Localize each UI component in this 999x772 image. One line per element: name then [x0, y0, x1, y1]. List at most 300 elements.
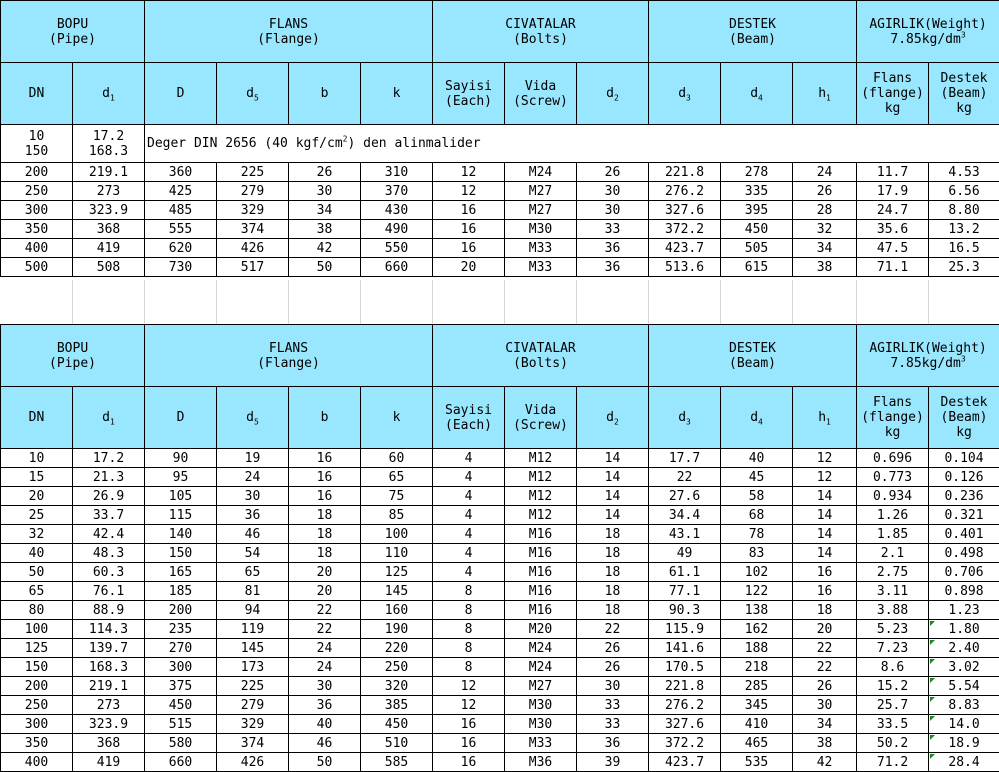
cell-k: 145 [361, 582, 433, 601]
cell-h1: 32 [793, 220, 857, 239]
cell-each: 12 [433, 182, 505, 201]
col-beam-kg: Destek (Beam) kg [929, 387, 999, 449]
cell-beam-kg: 1.23 [929, 601, 999, 620]
cell-d2: 39 [577, 753, 649, 772]
cell-d2: 26 [577, 639, 649, 658]
cell-each: 4 [433, 506, 505, 525]
cell-d2: 14 [577, 449, 649, 468]
cell-d2: 36 [577, 734, 649, 753]
table-row [1, 563, 999, 582]
cell-dn: 300 [1, 201, 73, 220]
cell-b: 16 [289, 487, 361, 506]
cell-d3: 170.5 [649, 658, 721, 677]
table-row [1, 220, 999, 239]
cell-dn: 32 [1, 525, 73, 544]
col-dn: DN [1, 387, 73, 449]
gridline [792, 280, 793, 324]
cell-beam-kg: 28.4 [929, 753, 999, 772]
cell-d3: 17.7 [649, 449, 721, 468]
cell-d4: 45 [721, 468, 793, 487]
cell-screw: M27 [505, 677, 577, 696]
gridline [856, 280, 857, 324]
cell-flange-kg: 0.696 [857, 449, 929, 468]
cell-k: 370 [361, 182, 433, 201]
cell-b: 16 [289, 449, 361, 468]
cell-d3: 276.2 [649, 182, 721, 201]
cell-beam-kg: 1.80 [929, 620, 999, 639]
cell-beam-kg: 25.3 [929, 258, 999, 277]
cell-D: 150 [145, 544, 217, 563]
cell-d2: 14 [577, 487, 649, 506]
cell-D: 450 [145, 696, 217, 715]
cell-flange-kg: 0.773 [857, 468, 929, 487]
cell-d5: 374 [217, 734, 289, 753]
cell-dn: 350 [1, 734, 73, 753]
cell-d4: 122 [721, 582, 793, 601]
header-pipe: BOPU (Pipe) [1, 325, 145, 387]
cell-D: 300 [145, 658, 217, 677]
header-bolts: CIVATALAR (Bolts) [433, 325, 649, 387]
cell-d2: 30 [577, 201, 649, 220]
cell-d3: 423.7 [649, 753, 721, 772]
col-flange-kg: Flans (flange) kg [857, 63, 929, 125]
cell-k: 190 [361, 620, 433, 639]
cell-d1: 60.3 [73, 563, 145, 582]
cell-d2: 18 [577, 601, 649, 620]
cell-h1: 26 [793, 182, 857, 201]
cell-k: 110 [361, 544, 433, 563]
cell-flange-kg: 1.85 [857, 525, 929, 544]
cell-d1: 273 [73, 696, 145, 715]
cell-screw: M16 [505, 563, 577, 582]
cell-flange-kg: 1.26 [857, 506, 929, 525]
table-row [1, 658, 999, 677]
cell-d2: 36 [577, 258, 649, 277]
cell-D: 360 [145, 163, 217, 182]
col-D: D [145, 63, 217, 125]
table-row [1, 544, 999, 563]
cell-d4: 102 [721, 563, 793, 582]
cell-D: 115 [145, 506, 217, 525]
gridline [72, 280, 73, 324]
cell-each: 4 [433, 563, 505, 582]
cell-dn: 65 [1, 582, 73, 601]
cell-d3: 27.6 [649, 487, 721, 506]
cell-k: 100 [361, 525, 433, 544]
col-d1: $d_1$ [73, 387, 145, 449]
cell-d4: 68 [721, 506, 793, 525]
cell-screw: M24 [505, 639, 577, 658]
table-row [1, 696, 999, 715]
cell-beam-kg: 18.9 [929, 734, 999, 753]
cell-d2: 18 [577, 582, 649, 601]
cell-d1: 323.9 [73, 201, 145, 220]
cell-d2: 36 [577, 239, 649, 258]
cell-screw: M30 [505, 220, 577, 239]
cell-beam-kg: 3.02 [929, 658, 999, 677]
table-row [1, 487, 999, 506]
cell-d4: 285 [721, 677, 793, 696]
cell-d5: 36 [217, 506, 289, 525]
col-screw: Vida (Screw) [505, 63, 577, 125]
cell-h1: 22 [793, 658, 857, 677]
cell-each: 12 [433, 163, 505, 182]
cell-beam-kg: 8.83 [929, 696, 999, 715]
cell-flange-kg: 25.7 [857, 696, 929, 715]
col-d3: $d_3$ [649, 387, 721, 449]
col-d2: $d_2$ [577, 387, 649, 449]
cell-b: 20 [289, 563, 361, 582]
cell-d5: 173 [217, 658, 289, 677]
cell-screw: M36 [505, 753, 577, 772]
cell-b: 50 [289, 258, 361, 277]
cell-dn: 400 [1, 753, 73, 772]
cell-beam-kg: 0.236 [929, 487, 999, 506]
table-row [1, 239, 999, 258]
cell-b: 18 [289, 525, 361, 544]
cell-D: 200 [145, 601, 217, 620]
cell-d1: 26.9 [73, 487, 145, 506]
table-row [1, 639, 999, 658]
cell-dn: 10 [1, 449, 73, 468]
cell-beam-kg: 13.2 [929, 220, 999, 239]
cell-d4: 335 [721, 182, 793, 201]
col-dn: DN [1, 63, 73, 125]
cell-dn: 25 [1, 506, 73, 525]
cell-D: 165 [145, 563, 217, 582]
cell-beam-kg: 0.498 [929, 544, 999, 563]
cell-screw: M12 [505, 449, 577, 468]
cell-dn: 300 [1, 715, 73, 734]
cell-h1: 14 [793, 487, 857, 506]
cell-d3: 221.8 [649, 677, 721, 696]
cell-d5: 119 [217, 620, 289, 639]
cell-d3: 513.6 [649, 258, 721, 277]
cell-each: 16 [433, 239, 505, 258]
cell-beam-kg: 5.54 [929, 677, 999, 696]
header-bolts: CIVATALAR (Bolts) [433, 1, 649, 63]
gridline [432, 280, 433, 324]
cell-d5: 426 [217, 239, 289, 258]
cell-h1: 42 [793, 753, 857, 772]
cell-D: 515 [145, 715, 217, 734]
cell-d1: 219.1 [73, 163, 145, 182]
cell-flange-kg: 8.6 [857, 658, 929, 677]
cell-D: 95 [145, 468, 217, 487]
cell-d1: 273 [73, 182, 145, 201]
cell-screw: M24 [505, 658, 577, 677]
cell-each: 16 [433, 734, 505, 753]
cell-d3: 34.4 [649, 506, 721, 525]
cell-d3: 372.2 [649, 734, 721, 753]
cell-d3: 327.6 [649, 201, 721, 220]
cell-h1: 26 [793, 677, 857, 696]
cell-b: 30 [289, 182, 361, 201]
cell-flange-kg: 2.1 [857, 544, 929, 563]
table-row [1, 734, 999, 753]
table-row [1, 468, 999, 487]
cell-each: 16 [433, 220, 505, 239]
table-row [1, 715, 999, 734]
col-h1: $h_1$ [793, 387, 857, 449]
table-row [1, 753, 999, 772]
cell-d5: 329 [217, 715, 289, 734]
cell-d1: 114.3 [73, 620, 145, 639]
cell-dn: 80 [1, 601, 73, 620]
cell-flange-kg: 24.7 [857, 201, 929, 220]
cell-dn: 150 [1, 658, 73, 677]
col-each: Sayisi (Each) [433, 387, 505, 449]
cell-k: 430 [361, 201, 433, 220]
col-each: Sayisi (Each) [433, 63, 505, 125]
cell-d4: 505 [721, 239, 793, 258]
cell-screw: M12 [505, 487, 577, 506]
cell-d3: 423.7 [649, 239, 721, 258]
cell-h1: 30 [793, 696, 857, 715]
cell-d4: 78 [721, 525, 793, 544]
cell-beam-kg: 8.80 [929, 201, 999, 220]
cell-b: 30 [289, 677, 361, 696]
table-row [1, 449, 999, 468]
cell-h1: 38 [793, 258, 857, 277]
cell-D: 375 [145, 677, 217, 696]
col-b: b [289, 63, 361, 125]
cell-beam-kg: 0.321 [929, 506, 999, 525]
cell-d3: 327.6 [649, 715, 721, 734]
cell-d3: 22 [649, 468, 721, 487]
header-flange: FLANS (Flange) [145, 325, 433, 387]
col-d3: $d_3$ [649, 63, 721, 125]
cell-b: 20 [289, 582, 361, 601]
cell-d5: 54 [217, 544, 289, 563]
cell-d1: 139.7 [73, 639, 145, 658]
cell-d5: 46 [217, 525, 289, 544]
header-pipe: BOPU (Pipe) [1, 1, 145, 63]
cell-d1: 76.1 [73, 582, 145, 601]
cell-dn: 200 [1, 163, 73, 182]
cell-d2: 30 [577, 182, 649, 201]
cell-D: 620 [145, 239, 217, 258]
cell-d4: 410 [721, 715, 793, 734]
cell-d1: 419 [73, 239, 145, 258]
cell-d1: 508 [73, 258, 145, 277]
cell-k: 125 [361, 563, 433, 582]
cell-d3: 90.3 [649, 601, 721, 620]
cell-k: 450 [361, 715, 433, 734]
cell-d3: 372.2 [649, 220, 721, 239]
cell-d5: 329 [217, 201, 289, 220]
cell-d2: 26 [577, 658, 649, 677]
cell-each: 8 [433, 658, 505, 677]
cell-each: 12 [433, 696, 505, 715]
cell-d5: 517 [217, 258, 289, 277]
cell-each: 8 [433, 620, 505, 639]
cell-d4: 278 [721, 163, 793, 182]
col-d1: $d_1$ [73, 63, 145, 125]
cell-each: 8 [433, 639, 505, 658]
gridline [928, 280, 929, 324]
col-b: b [289, 387, 361, 449]
cell-dn: 20 [1, 487, 73, 506]
cell-flange-kg: 35.6 [857, 220, 929, 239]
cell-h1: 12 [793, 449, 857, 468]
col-D: D [145, 387, 217, 449]
header-flange: FLANS (Flange) [145, 1, 433, 63]
cell-h1: 16 [793, 582, 857, 601]
gridline [720, 280, 721, 324]
cell-d1: 21.3 [73, 468, 145, 487]
cell-d4: 535 [721, 753, 793, 772]
cell-d4: 58 [721, 487, 793, 506]
cell-k: 75 [361, 487, 433, 506]
cell-beam-kg: 6.56 [929, 182, 999, 201]
cell-d3: 43.1 [649, 525, 721, 544]
cell-b: 22 [289, 601, 361, 620]
cell-d1: 368 [73, 220, 145, 239]
col-beam-kg: Destek (Beam) kg [929, 63, 999, 125]
din-note: Deger DIN 2656 (40 kgf/$cm^2$) den alinmalider [145, 125, 999, 163]
cell-k: 385 [361, 696, 433, 715]
cell-each: 8 [433, 601, 505, 620]
cell-dn: 350 [1, 220, 73, 239]
cell-h1: 20 [793, 620, 857, 639]
blank-rows-gap [0, 280, 999, 324]
cell-d3: 141.6 [649, 639, 721, 658]
cell-screw: M16 [505, 601, 577, 620]
cell-D: 235 [145, 620, 217, 639]
cell-beam-kg: 2.40 [929, 639, 999, 658]
table-row [1, 163, 999, 182]
cell-d5: 279 [217, 696, 289, 715]
cell-each: 8 [433, 582, 505, 601]
cell-each: 4 [433, 487, 505, 506]
cell-dn: 500 [1, 258, 73, 277]
gridline [576, 280, 577, 324]
gridline [360, 280, 361, 324]
cell-screw: M16 [505, 544, 577, 563]
col-d5: $d_5$ [217, 63, 289, 125]
cell-d1: 88.9 [73, 601, 145, 620]
cell-screw: M16 [505, 582, 577, 601]
cell-dn: 250 [1, 182, 73, 201]
col-d4: $d_4$ [721, 387, 793, 449]
cell-d3: 77.1 [649, 582, 721, 601]
gridline [288, 280, 289, 324]
gridline [144, 280, 145, 324]
cell-d4: 465 [721, 734, 793, 753]
cell-k: 660 [361, 258, 433, 277]
cell-dn: 400 [1, 239, 73, 258]
cell-each: 16 [433, 753, 505, 772]
cell-d4: 345 [721, 696, 793, 715]
cell-b: 18 [289, 506, 361, 525]
header-beam: DESTEK (Beam) [649, 325, 857, 387]
col-k: k [361, 387, 433, 449]
cell-b: 46 [289, 734, 361, 753]
cell-flange-kg: 50.2 [857, 734, 929, 753]
cell-h1: 14 [793, 544, 857, 563]
table-row [1, 525, 999, 544]
cell-b: 26 [289, 163, 361, 182]
cell-each: 20 [433, 258, 505, 277]
cell-d3: 221.8 [649, 163, 721, 182]
cell-D: 425 [145, 182, 217, 201]
cell-d4: 138 [721, 601, 793, 620]
cell-each: 12 [433, 677, 505, 696]
cell-flange-kg: 2.75 [857, 563, 929, 582]
cell-d1: 168.3 [73, 658, 145, 677]
cell-k: 250 [361, 658, 433, 677]
gridline [504, 280, 505, 324]
note-d1: 17.2 168.3 [73, 125, 145, 163]
cell-D: 730 [145, 258, 217, 277]
cell-d5: 374 [217, 220, 289, 239]
cell-d1: 323.9 [73, 715, 145, 734]
cell-d1: 48.3 [73, 544, 145, 563]
cell-D: 185 [145, 582, 217, 601]
cell-h1: 16 [793, 563, 857, 582]
cell-d2: 18 [577, 563, 649, 582]
cell-b: 38 [289, 220, 361, 239]
cell-D: 660 [145, 753, 217, 772]
cell-d1: 17.2 [73, 449, 145, 468]
cell-d5: 19 [217, 449, 289, 468]
cell-k: 310 [361, 163, 433, 182]
cell-beam-kg: 4.53 [929, 163, 999, 182]
table-row [1, 620, 999, 639]
cell-flange-kg: 71.1 [857, 258, 929, 277]
cell-screw: M12 [505, 468, 577, 487]
cell-b: 50 [289, 753, 361, 772]
cell-d4: 218 [721, 658, 793, 677]
cell-d5: 65 [217, 563, 289, 582]
cell-screw: M33 [505, 734, 577, 753]
cell-k: 510 [361, 734, 433, 753]
cell-d1: 33.7 [73, 506, 145, 525]
gridline [216, 280, 217, 324]
cell-h1: 38 [793, 734, 857, 753]
cell-screw: M20 [505, 620, 577, 639]
cell-beam-kg: 0.898 [929, 582, 999, 601]
cell-h1: 14 [793, 525, 857, 544]
cell-b: 16 [289, 468, 361, 487]
cell-d1: 419 [73, 753, 145, 772]
col-d4: $d_4$ [721, 63, 793, 125]
cell-screw: M16 [505, 525, 577, 544]
cell-dn: 40 [1, 544, 73, 563]
table-row [1, 201, 999, 220]
cell-screw: M27 [505, 201, 577, 220]
cell-screw: M27 [505, 182, 577, 201]
cell-k: 65 [361, 468, 433, 487]
cell-screw: M33 [505, 258, 577, 277]
cell-flange-kg: 15.2 [857, 677, 929, 696]
cell-d1: 219.1 [73, 677, 145, 696]
cell-b: 24 [289, 639, 361, 658]
cell-d5: 279 [217, 182, 289, 201]
cell-d3: 115.9 [649, 620, 721, 639]
cell-d5: 426 [217, 753, 289, 772]
cell-d2: 18 [577, 525, 649, 544]
cell-dn: 250 [1, 696, 73, 715]
cell-d2: 22 [577, 620, 649, 639]
note-dn: 10 150 [1, 125, 73, 163]
cell-d5: 24 [217, 468, 289, 487]
cell-b: 24 [289, 658, 361, 677]
cell-flange-kg: 3.11 [857, 582, 929, 601]
cell-d2: 14 [577, 506, 649, 525]
cell-h1: 24 [793, 163, 857, 182]
